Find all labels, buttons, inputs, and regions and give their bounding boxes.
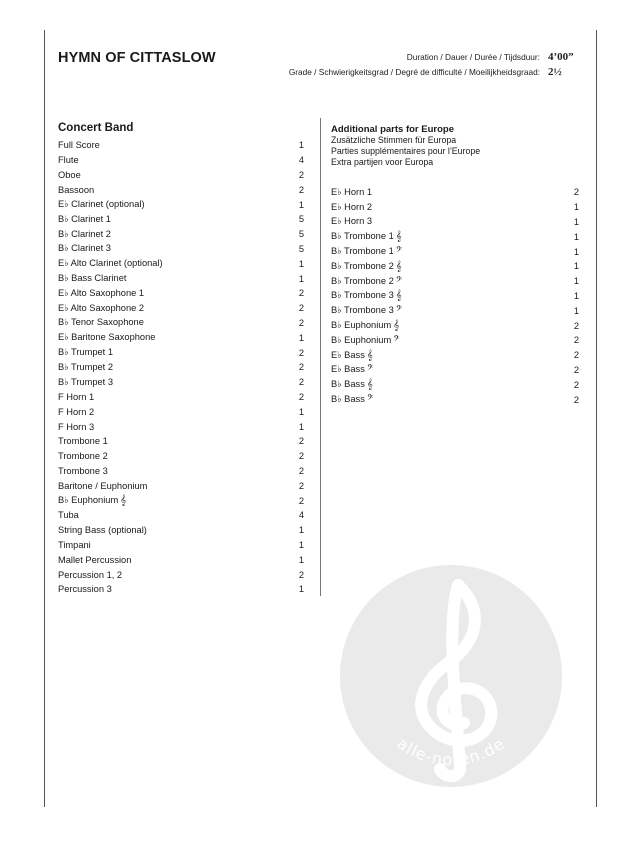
part-quantity: 1 xyxy=(573,276,579,287)
part-name xyxy=(58,525,292,535)
part-quantity: 1 xyxy=(298,273,304,284)
part-name xyxy=(58,273,292,284)
part-name-text: B♭ Trombone 3 xyxy=(331,305,394,316)
part-name xyxy=(331,335,567,346)
part-name xyxy=(331,290,567,301)
part-name xyxy=(331,394,567,405)
part-name xyxy=(58,495,292,506)
part-row xyxy=(331,185,579,200)
part-row xyxy=(58,390,304,405)
part-quantity: 1 xyxy=(573,202,579,213)
part-row xyxy=(331,259,579,274)
bass-clef-icon: 𝄢 xyxy=(393,334,400,346)
grade-row xyxy=(289,66,582,78)
watermark-text: alle-noten.de xyxy=(393,733,509,770)
part-name xyxy=(58,407,292,417)
part-name-text: E♭ Baritone Saxophone xyxy=(58,332,156,343)
part-quantity: 1 xyxy=(573,261,579,272)
duration-value: 4’00” xyxy=(548,51,574,63)
part-name xyxy=(331,350,567,361)
part-name xyxy=(58,451,292,461)
part-name xyxy=(58,199,292,210)
part-row xyxy=(331,200,579,215)
part-name-text: B♭ Trombone 2 xyxy=(331,260,394,271)
bass-clef-icon: 𝄢 xyxy=(366,364,374,376)
part-name xyxy=(58,229,292,240)
part-name-text: Timpani xyxy=(58,539,91,550)
part-quantity: 2 xyxy=(298,303,304,314)
part-name xyxy=(58,185,292,195)
part-quantity: 2 xyxy=(573,350,579,361)
part-name-text: String Bass (optional) xyxy=(58,525,147,536)
part-row xyxy=(58,182,304,197)
part-quantity: 1 xyxy=(298,406,304,417)
part-quantity: 2 xyxy=(298,391,304,402)
part-row xyxy=(58,464,304,479)
part-name-text: B♭ Bass xyxy=(331,379,365,390)
part-name-text: Tuba xyxy=(58,510,79,521)
part-name-text: Baritone / Euphonium xyxy=(58,480,148,491)
part-name-text: Mallet Percussion xyxy=(58,554,132,565)
part-name xyxy=(58,392,292,402)
part-row xyxy=(58,138,304,153)
part-row xyxy=(58,508,304,523)
part-name-text: B♭ Tenor Saxophone xyxy=(58,317,144,328)
part-name-text: E♭ Bass xyxy=(331,364,365,375)
part-name xyxy=(58,555,292,565)
part-name xyxy=(331,320,567,331)
europe-subheading-fr: Parties supplémentaires pour l’Europe xyxy=(331,146,481,156)
grade-value: 2½ xyxy=(548,66,562,78)
treble-clef-icon: 𝄞 xyxy=(395,290,402,302)
part-name-text: B♭ Trombone 3 xyxy=(331,290,394,301)
part-row xyxy=(331,274,579,289)
part-row xyxy=(331,229,579,244)
part-name xyxy=(58,288,292,299)
part-name-text: B♭ Trumpet 3 xyxy=(58,376,114,387)
part-row xyxy=(58,375,304,390)
part-quantity: 1 xyxy=(573,305,579,316)
part-row xyxy=(58,582,304,597)
part-name-text: B♭ Clarinet 1 xyxy=(58,213,111,224)
part-name-text: Percussion 1, 2 xyxy=(58,569,123,580)
part-row xyxy=(58,301,304,316)
part-name xyxy=(331,231,567,242)
part-name xyxy=(331,216,567,227)
duration-label: Duration / Dauer / Durée / Tijdsduur: xyxy=(406,52,540,62)
part-row xyxy=(58,567,304,582)
part-row xyxy=(58,212,304,227)
part-name-text: B♭ Bass Clarinet xyxy=(58,273,127,284)
part-name-text: B♭ Euphonium xyxy=(331,320,392,331)
treble-clef-icon: 𝄞 xyxy=(366,379,373,391)
part-row xyxy=(58,271,304,286)
part-name xyxy=(331,364,567,375)
part-quantity: 2 xyxy=(573,187,579,198)
treble-clef-icon: 𝄞 xyxy=(120,495,127,507)
treble-clef-icon: 𝄞 xyxy=(395,231,402,243)
part-name-text: B♭ Trombone 1 xyxy=(331,231,394,242)
part-name-text: E♭ Horn 3 xyxy=(331,216,373,227)
part-name xyxy=(331,261,567,272)
part-name-text: Trombone 2 xyxy=(58,451,108,462)
part-name xyxy=(58,540,292,550)
part-name xyxy=(58,510,292,520)
part-row xyxy=(58,493,304,508)
part-name-text: B♭ Clarinet 3 xyxy=(58,243,111,254)
part-quantity: 1 xyxy=(298,332,304,343)
bass-clef-icon: 𝄢 xyxy=(395,246,403,258)
part-row xyxy=(58,434,304,449)
part-quantity: 2 xyxy=(573,379,579,390)
part-quantity: 2 xyxy=(298,451,304,462)
part-name xyxy=(58,303,292,314)
part-name-text: Trombone 1 xyxy=(58,436,108,447)
part-quantity: 1 xyxy=(298,140,304,151)
part-quantity: 2 xyxy=(298,288,304,299)
part-row xyxy=(331,392,579,407)
europe-parts-list xyxy=(331,185,579,407)
part-name-text: E♭ Alto Clarinet (optional) xyxy=(58,258,163,269)
part-quantity: 2 xyxy=(573,394,579,405)
part-name xyxy=(331,246,567,257)
part-quantity: 2 xyxy=(298,169,304,180)
concert-band-heading: Concert Band xyxy=(58,122,134,134)
part-name-text: E♭ Alto Saxophone 1 xyxy=(58,287,145,298)
part-quantity: 1 xyxy=(298,539,304,550)
part-quantity: 5 xyxy=(298,214,304,225)
part-quantity: 2 xyxy=(298,569,304,580)
europe-subheading-nl: Extra partijen voor Europa xyxy=(331,157,434,167)
part-name xyxy=(58,170,292,180)
part-name-text: B♭ Euphonium xyxy=(331,334,392,345)
part-quantity: 2 xyxy=(298,347,304,358)
duration-row xyxy=(407,51,582,63)
part-quantity: 2 xyxy=(573,364,579,375)
treble-clef-icon: 𝄞 xyxy=(395,260,402,272)
europe-subheading-de: Zusätzliche Stimmen für Europa xyxy=(331,135,457,145)
part-row xyxy=(331,318,579,333)
bass-clef-icon: 𝄢 xyxy=(366,394,374,406)
part-name xyxy=(58,584,292,594)
part-name-text: E♭ Bass xyxy=(331,349,365,360)
part-quantity: 2 xyxy=(573,320,579,331)
part-quantity: 4 xyxy=(298,510,304,521)
part-quantity: 1 xyxy=(298,258,304,269)
part-name-text: Flute xyxy=(58,155,79,166)
watermark-seal xyxy=(340,565,562,787)
part-row xyxy=(58,153,304,168)
part-name xyxy=(58,436,292,446)
part-row xyxy=(58,552,304,567)
part-quantity: 5 xyxy=(298,229,304,240)
part-row xyxy=(331,289,579,304)
part-row xyxy=(58,330,304,345)
part-row xyxy=(58,538,304,553)
part-quantity: 1 xyxy=(573,216,579,227)
part-name xyxy=(331,202,567,213)
part-row xyxy=(58,286,304,301)
part-name xyxy=(58,140,292,150)
part-quantity: 5 xyxy=(298,243,304,254)
part-row xyxy=(58,449,304,464)
part-quantity: 2 xyxy=(298,480,304,491)
part-quantity: 2 xyxy=(298,362,304,373)
part-quantity: 1 xyxy=(298,199,304,210)
treble-clef-icon: 𝄞 xyxy=(366,349,373,361)
part-quantity: 1 xyxy=(573,231,579,242)
part-quantity: 2 xyxy=(298,436,304,447)
part-row xyxy=(331,348,579,363)
part-quantity: 4 xyxy=(298,155,304,166)
part-name xyxy=(331,187,567,198)
part-quantity: 1 xyxy=(298,554,304,565)
treble-clef-icon: 𝄞 xyxy=(393,320,400,332)
part-row xyxy=(58,345,304,360)
part-row xyxy=(331,377,579,392)
part-name-text: Full Score xyxy=(58,140,100,151)
part-name-text: F Horn 3 xyxy=(58,421,95,432)
part-name-text: B♭ Bass xyxy=(331,394,365,405)
page-border-right xyxy=(596,30,597,807)
part-name-text: F Horn 2 xyxy=(58,406,95,417)
part-name xyxy=(58,466,292,476)
treble-clef-icon xyxy=(340,565,562,787)
part-row xyxy=(58,316,304,331)
concert-band-parts-list xyxy=(58,138,304,597)
part-quantity: 1 xyxy=(298,584,304,595)
part-quantity: 2 xyxy=(298,184,304,195)
part-name xyxy=(58,377,292,388)
part-row xyxy=(58,168,304,183)
piece-title: HYMN OF CITTASLOW xyxy=(58,50,216,66)
part-row xyxy=(58,478,304,493)
part-name xyxy=(58,155,292,165)
part-name-text: Trombone 3 xyxy=(58,465,108,476)
part-quantity: 2 xyxy=(298,495,304,506)
part-name-text: E♭ Horn 2 xyxy=(331,201,373,212)
part-name xyxy=(331,305,567,316)
part-name-text: B♭ Clarinet 2 xyxy=(58,228,111,239)
part-quantity: 1 xyxy=(298,421,304,432)
part-quantity: 1 xyxy=(573,246,579,257)
column-divider xyxy=(320,118,321,596)
part-row xyxy=(58,360,304,375)
part-row xyxy=(331,333,579,348)
part-name-text: B♭ Trumpet 1 xyxy=(58,347,114,358)
part-name-text: Bassoon xyxy=(58,184,95,195)
part-name xyxy=(58,317,292,328)
part-row xyxy=(331,303,579,318)
europe-heading: Additional parts for Europe xyxy=(331,124,454,135)
part-name xyxy=(58,332,292,343)
part-name xyxy=(331,276,567,287)
part-row xyxy=(331,363,579,378)
part-name xyxy=(58,347,292,358)
part-name-text: F Horn 1 xyxy=(58,391,95,402)
part-name xyxy=(58,570,292,580)
part-row xyxy=(331,215,579,230)
part-row xyxy=(331,244,579,259)
part-name xyxy=(58,258,292,269)
part-quantity: 2 xyxy=(298,377,304,388)
part-quantity: 2 xyxy=(573,335,579,346)
part-row xyxy=(58,256,304,271)
part-name-text: E♭ Clarinet (optional) xyxy=(58,199,145,210)
part-row xyxy=(58,404,304,419)
part-row xyxy=(58,523,304,538)
part-name-text: E♭ Horn 1 xyxy=(331,186,373,197)
part-quantity: 1 xyxy=(573,290,579,301)
part-name xyxy=(331,379,567,390)
part-quantity: 2 xyxy=(298,317,304,328)
bass-clef-icon: 𝄢 xyxy=(395,305,403,317)
part-row xyxy=(58,227,304,242)
part-name xyxy=(58,243,292,254)
page-border-left xyxy=(44,30,45,807)
part-quantity: 1 xyxy=(298,525,304,536)
part-name-text: B♭ Trumpet 2 xyxy=(58,361,114,372)
part-quantity: 2 xyxy=(298,465,304,476)
part-name-text: B♭ Euphonium xyxy=(58,495,119,506)
part-name xyxy=(58,214,292,225)
part-name-text: Oboe xyxy=(58,169,81,180)
part-name xyxy=(58,481,292,491)
bass-clef-icon: 𝄢 xyxy=(395,275,403,287)
part-name-text: E♭ Alto Saxophone 2 xyxy=(58,302,145,313)
europe-heading-block xyxy=(331,124,480,168)
part-name-text: Percussion 3 xyxy=(58,584,112,595)
part-name xyxy=(58,422,292,432)
part-name-text: B♭ Trombone 2 xyxy=(331,275,394,286)
part-row xyxy=(58,419,304,434)
part-row xyxy=(58,242,304,257)
grade-label: Grade / Schwierigkeitsgrad / Degré de difficulté / Moeilijkheidsgraad: xyxy=(288,67,540,77)
part-name xyxy=(58,362,292,373)
part-row xyxy=(58,197,304,212)
part-name-text: B♭ Trombone 1 xyxy=(331,246,394,257)
